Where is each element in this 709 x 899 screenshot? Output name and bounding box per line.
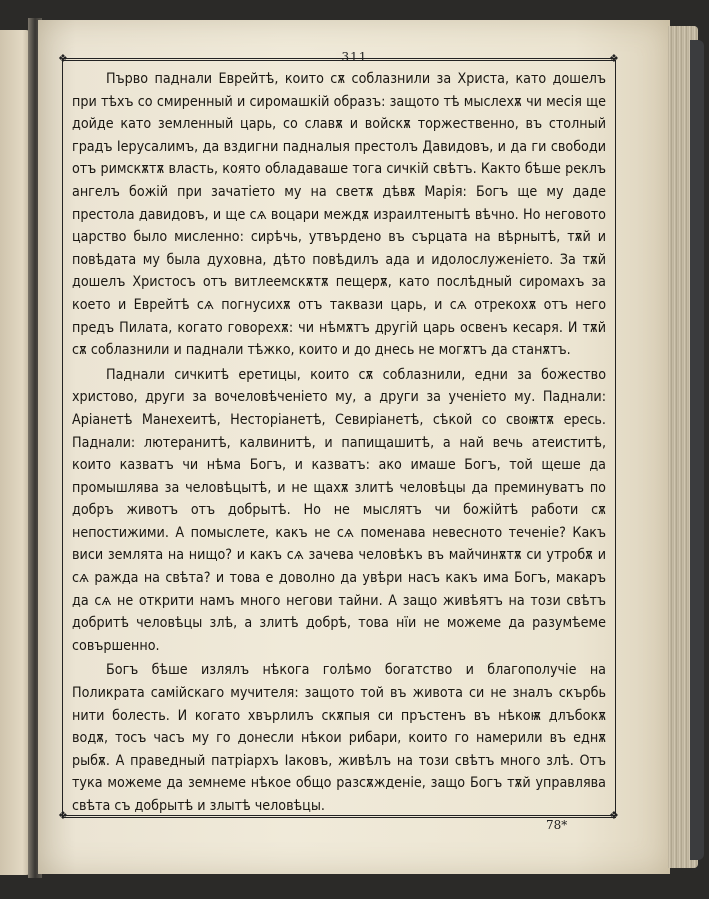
corner-ornament-icon: ❖ — [609, 809, 619, 822]
paragraph: Първо паднали Еврейтѣ, които сѫ соблазнили за Христа, като дошелъ при тѣхъ со смиренный и сиромашкій образъ: защото тѣ мыслехѫ чи месія ще дойде като земленный царь, со славѫ и войскѫ торжественно, въ столный градъ Іерусалимъ, да вздигни падналыя престолъ Давидовъ, и да ги свободи отъ римскѫтѫ власть, която обладаваше тога сичкій свѣтъ. Както бѣше реклъ ангелъ божій при зачатіето му на светѫ дѣвѫ Марія: Богъ ще му даде престола давидовъ, и ще сѧ воцари междѫ израилтенытѣ вѣчно. Но неговото царство было мисленно: сирѣчь, утвърдено въ сърцата на вѣрнытѣ, тѫй и повѣдата му была духовна, дѣто повѣдилъ ада и идолослуженіето. За тѫй дошелъ Христосъ отъ витлеемскѫтѫ пещерѫ, като послѣдный сиромахъ за което и Еврейтѣ сѧ погнусихѫ отъ таквази царь, и сѧ отрекохѫ отъ него предъ Пилата, когато говорехѫ: чи нѣмѫтъ другій царь освенъ кесаря. И тѫй сѫ соблазнили и паднали тѣжко, които и до днесь не могѫтъ да станѫтъ. — [72, 71, 606, 359]
cover-edge — [690, 40, 704, 860]
corner-ornament-icon: ❖ — [58, 809, 68, 822]
corner-ornament-icon: ❖ — [609, 52, 619, 65]
signature-mark: 78* — [546, 818, 568, 832]
paragraph: Богъ бѣше излялъ нѣкога голѣмо богатство и благополучіе на Поликрата самійскаго мучителя: защото той въ живота си не зналъ скърбь нити болесть. И когато хвърлилъ скѫпыя си пръстенъ въ нѣкоѭ длъбокѫ водѫ, тосъ часъ му го донесли нѣкои рибари, които го намерили въ еднѫ рыбѫ. А праведный патріархъ Іаковъ, живѣлъ на този свѣтъ много злѣ. Отъ тука можеме да земнеме нѣкое общо разсѫжденіе, защо Богъ тѫй управлява свѣта съ добрытѣ и злытѣ человѣцы. — [72, 662, 606, 814]
corner-ornament-icon: ❖ — [58, 52, 68, 65]
page-number-text: 311 — [336, 50, 374, 64]
paragraph: Паднали сичкитѣ еретицы, които сѫ соблазнили, едни за божество христово, други за вочеловѣченіето му, а други за ученіето му. Паднали: Аріанетѣ Манехеитѣ, Несторіанетѣ, Севиріанетѣ, сѣкой со своѭтѫ ересь. Паднали: лютеранитѣ, калвинитѣ, и папищашитѣ, а най вечь атеиститѣ, които казватъ чи нѣма Богъ, и казватъ: ако имаше Богъ, той щеше да промышлява за человѣцытѣ, и не щахѫ злитѣ человѣцы да преминуватъ по добръ животъ отъ добрытѣ. Но не мыслятъ чи божійтѣ работи сѫ непостижими. А помыслете, какъ не сѧ поменава невесното теченіе? Какъ виси землята на нищо? и какъ сѧ зачева человѣкъ въ майчинѫтѫ си утробѫ и сѧ ражда на свѣта? и това е доволно да увѣри насъ какъ има Богъ, макаръ да сѧ не открити намъ много негови тайни. А защо живѣятъ на този свѣтъ добритѣ человѣцы злѣ, а злитѣ добрѣ, това нїи не можеме да разумѣеме совършенно. — [72, 366, 606, 654]
body-text — [72, 68, 606, 820]
